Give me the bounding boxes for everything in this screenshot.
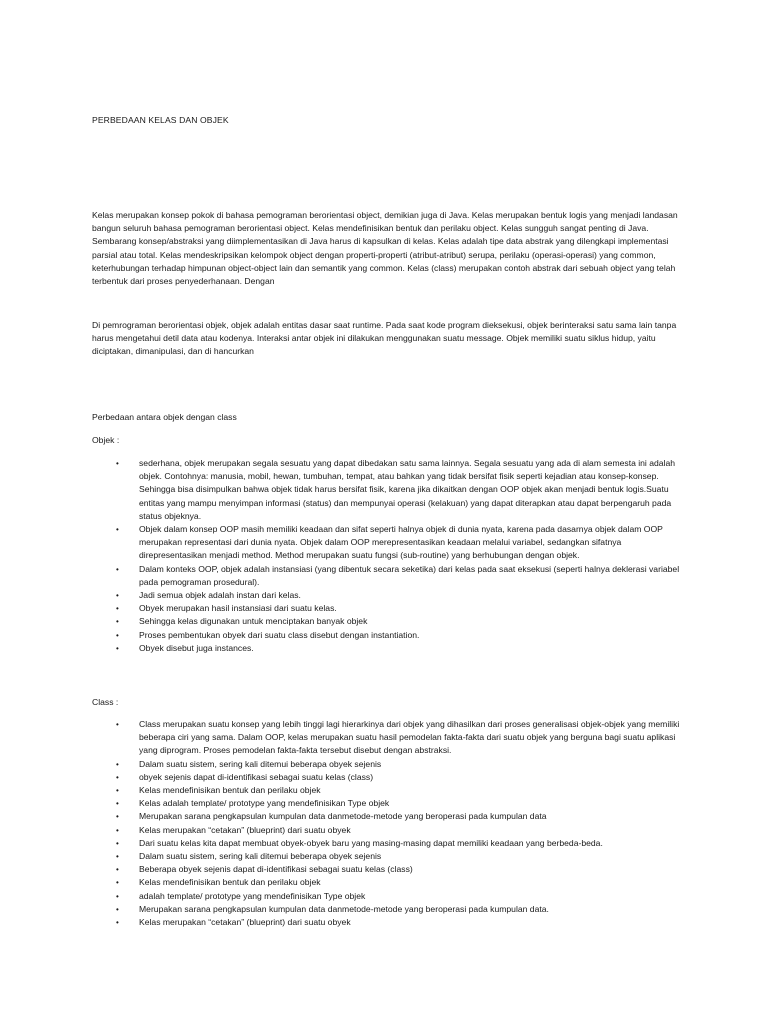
list-item: [92, 863, 682, 876]
bullet-icon: •: [116, 759, 119, 769]
bullet-icon: •: [116, 772, 119, 782]
bullet-icon: •: [116, 878, 119, 888]
list-item: [92, 837, 682, 850]
bullet-icon: •: [116, 891, 119, 901]
list-item-text: Merupakan sarana pengkapsulan kumpulan data danmetode-metode yang beroperasi pada kumpulan data: [139, 811, 547, 822]
list-item-text: Obyek disebut juga instances.: [139, 642, 254, 653]
bullet-icon: •: [116, 825, 119, 835]
list-item: [92, 457, 682, 523]
list-item-text: Obyek merupakan hasil instansiasi dari suatu kelas.: [139, 603, 337, 614]
list-item-text: adalah template/ prototype yang mendefinisikan Type objek: [139, 890, 366, 901]
paragraph-kelas: Kelas merupakan konsep pokok di bahasa pemograman berorientasi object, demikian juga di Java. Kelas merupakan bentuk logis yang menjadi landasan bangun seluruh bahasa pemograman berorientasi object. Kelas mendefinisikan bentuk dan perilaku object. Kelas sungguh sangat penting di Java. Sembarang konsep/abstraksi yang diimplementasikan di Java harus di kapsulkan di kelas. Kelas adalah tipe data abstrak yang dilengkapi implementasi parsial atau total. Kelas mendeskripsikan kelompok object dengan properti-properti (atribut-atribut) serupa, perilaku (operasi-operasi) yang common, keterhubungan terhadap himpunan object-object lain dan semantik yang common. Kelas (class) merupakan contoh abstrak dari sebuah object yang telah terbentuk dari proses penyederhanaan. Dengan: [92, 210, 678, 287]
section-label-class: Class :: [92, 697, 119, 707]
list-item-text: Kelas merupakan “cetakan” (blueprint) dari suatu obyek: [139, 917, 351, 928]
bullet-icon: •: [116, 838, 119, 848]
list-item: [92, 824, 682, 837]
bullet-icon: •: [116, 852, 119, 862]
list-item-text: Dalam suatu sistem, sering kali ditemui beberapa obyek sejenis: [139, 851, 382, 862]
list-item: [92, 523, 682, 563]
list-item-text: sederhana, objek merupakan segala sesuatu yang dapat dibedakan satu sama lainnya. Segala sesuatu yang ada di alam semesta ini adalah objek. Contohnya: manusia, mobil, hewan, tumbuhan, tempat, atau bahkan yang tidak bersifat fisik seperti kejadian atau konsep-konsep. Sehingga bisa disimpulkan bahwa objek tidak harus bersifat fisik, karena jika dikaitkan dengan OOP objek akan menjadi bentuk logis.Suatu entitas yang mampu menyimpan informasi (status) dan mempunyai operasi (kelakuan) yang dapat diterapkan atau dapat berpengaruh pada status objeknya.: [139, 458, 676, 521]
list-item-text: Beberapa obyek sejenis dapat di-identifikasi sebagai suatu kelas (class): [139, 864, 413, 875]
bullet-icon: •: [116, 786, 119, 796]
list-item: [92, 876, 682, 889]
section-label-objek: Objek :: [92, 435, 120, 445]
bullet-icon: •: [116, 617, 119, 627]
bullet-icon: •: [116, 643, 119, 653]
list-item: [92, 589, 682, 602]
list-item: [92, 890, 682, 903]
bullet-icon: •: [116, 459, 119, 468]
list-item: [92, 903, 682, 916]
list-item: [92, 718, 682, 758]
list-item-text: Kelas merupakan “cetakan” (blueprint) dari suatu obyek: [139, 824, 351, 835]
bullet-icon: •: [116, 604, 119, 614]
bullet-icon: •: [116, 720, 119, 729]
list-item-text: obyek sejenis dapat di-identifikasi sebagai suatu kelas (class): [139, 771, 374, 782]
list-item: [92, 810, 682, 823]
bullet-icon: •: [116, 918, 119, 928]
bullet-icon: •: [116, 591, 119, 601]
bullet-icon: •: [116, 812, 119, 822]
objek-bullet-list: [92, 457, 682, 655]
list-item: [92, 602, 682, 615]
list-item-text: Dalam konteks OOP, objek adalah instansiasi (yang dibentuk secara seketika) dari kelas pada saat eksekusi (seperti halnya deklerasi variabel pada pemograman prosedural).: [139, 563, 680, 587]
list-item-text: Kelas adalah template/ prototype yang mendefinisikan Type objek: [139, 798, 390, 809]
list-item-text: Dari suatu kelas kita dapat membuat obyek-obyek baru yang masing-masing dapat memiliki keadaan yang berbeda-beda.: [139, 837, 603, 848]
section-heading-perbedaan: Perbedaan antara objek dengan class: [92, 412, 237, 422]
bullet-icon: •: [116, 799, 119, 809]
bullet-icon: •: [116, 630, 119, 640]
paragraph-objek: Di pemrograman berorientasi objek, objek adalah entitas dasar saat runtime. Pada saat kode program dieksekusi, objek berinteraksi satu sama lain tanpa harus mengetahui detil data atau kodenya. Interaksi antar objek ini dilakukan menggunakan suatu message. Objek memiliki suatu siklus hidup, yaitu diciptakan, dimanipulasi, dan di hancurkan: [92, 320, 677, 357]
list-item-text: Dalam suatu sistem, sering kali ditemui beberapa obyek sejenis: [139, 758, 382, 769]
list-item: [92, 916, 682, 929]
bullet-icon: •: [116, 904, 119, 914]
list-item-text: Class merupakan suatu konsep yang lebih tinggi lagi hierarkinya dari objek yang dihasilkan dari proses generalisasi objek-objek yang memiliki beberapa ciri yang sama. Dalam OOP, kelas merupakan suatu hasil pemodelan fakta-fakta dari suatu objek yang berguna bagi suatu aplikasi yang diprogram. Proses pemodelan fakta-fakta tersebut disebut dengan abstraksi.: [139, 719, 680, 756]
list-item-text: Kelas mendefinisikan bentuk dan perilaku objek: [139, 877, 321, 888]
list-item-text: Sehingga kelas digunakan untuk menciptakan banyak objek: [139, 616, 368, 627]
list-item-text: Objek dalam konsep OOP masih memiliki keadaan dan sifat seperti halnya objek di dunia nyata, karena pada dasarnya objek dalam OOP merupakan representasi dari dunia nyata. Objek dalam OOP merepresentasikan keadaan melalui variabel, sedangkan sifatnya direpresentasikan menjadi method. Method merupakan suatu fungsi (sub-routine) yang berhubungan dengan objek.: [139, 524, 663, 561]
list-item: [92, 850, 682, 863]
list-item: [92, 642, 682, 655]
class-bullet-list: [92, 718, 682, 929]
list-item: [92, 629, 682, 642]
bullet-icon: •: [116, 865, 119, 875]
list-item: [92, 615, 682, 628]
list-item-text: Merupakan sarana pengkapsulan kumpulan data danmetode-metode yang beroperasi pada kumpulan data.: [139, 903, 549, 914]
list-item: [92, 563, 682, 589]
list-item-text: Jadi semua objek adalah instan dari kelas.: [139, 590, 301, 601]
list-item-text: Kelas mendefinisikan bentuk dan perilaku objek: [139, 785, 321, 796]
list-item-text: Proses pembentukan obyek dari suatu class disebut dengan instantiation.: [139, 629, 420, 640]
bullet-icon: •: [116, 564, 119, 574]
list-item: [92, 784, 682, 797]
list-item: [92, 771, 682, 784]
bullet-icon: •: [116, 525, 119, 535]
list-item: [92, 797, 682, 810]
document-title: PERBEDAAN KELAS DAN OBJEK: [92, 115, 229, 125]
list-item: [92, 758, 682, 771]
